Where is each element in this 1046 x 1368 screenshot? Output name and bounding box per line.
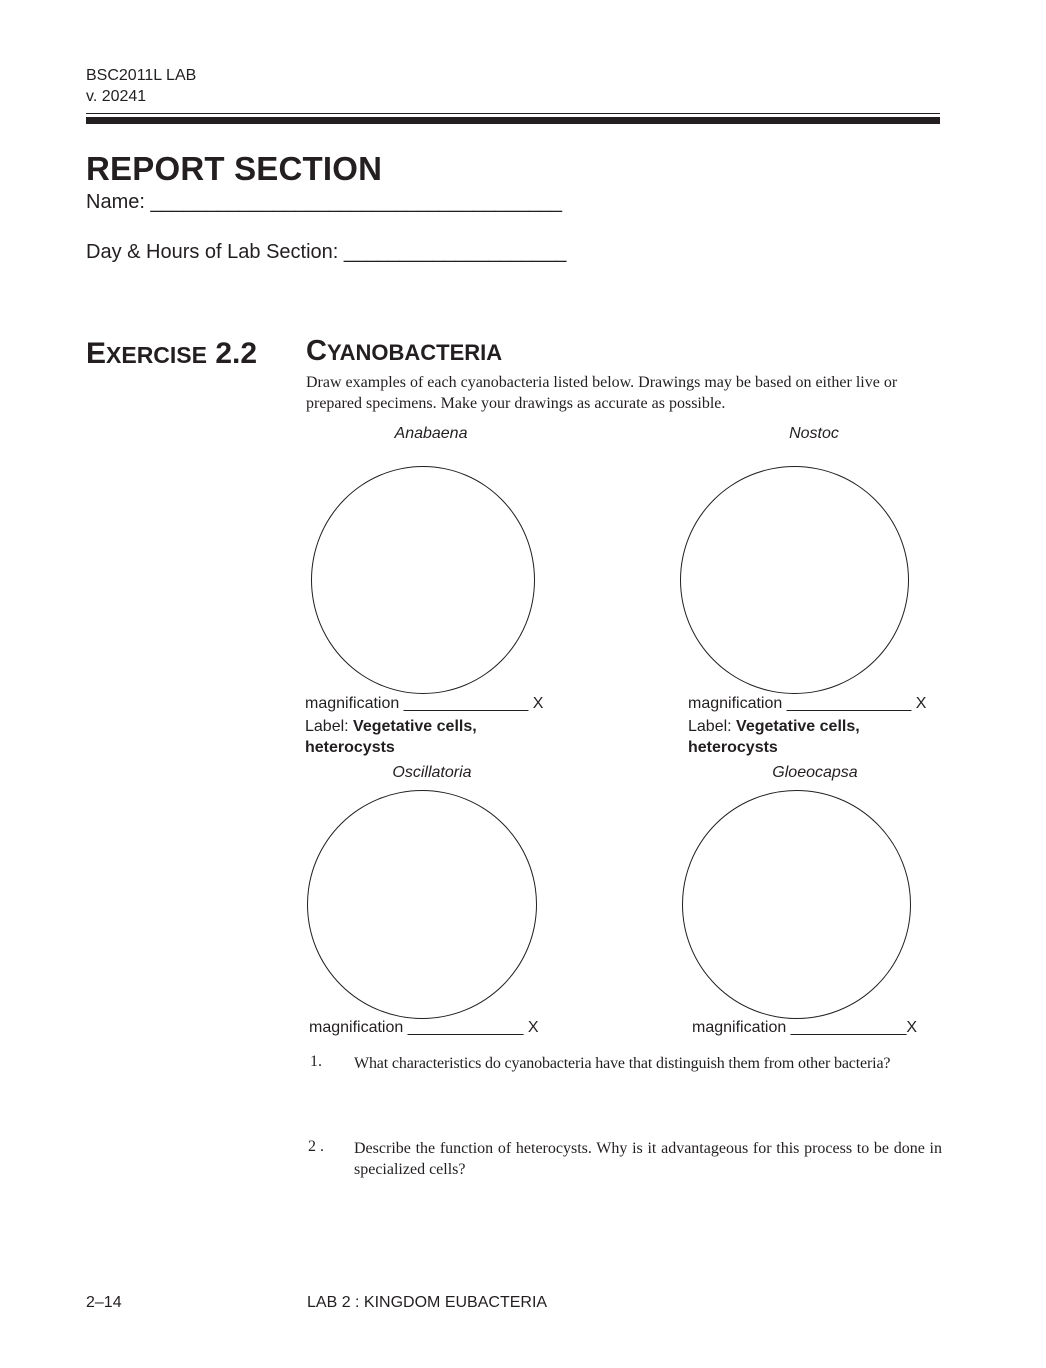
lab-section-field	[86, 241, 566, 264]
exercise-label: EXERCISE 2.2	[86, 337, 258, 370]
name-field	[86, 191, 562, 214]
magnification-field-anabaena: magnification ______________ X	[305, 695, 544, 712]
drawing-circle-gloeocapsa[interactable]	[682, 790, 911, 1019]
footer-lab-title: LAB 2 : KINGDOM EUBACTERIA	[307, 1294, 548, 1311]
drawing-circle-anabaena[interactable]	[311, 466, 535, 694]
section-title: CYANOBACTERIA	[306, 335, 503, 367]
page-title: REPORT SECTION	[86, 150, 383, 187]
course-code: BSC2011L LAB	[86, 67, 197, 84]
organism-name-nostoc: Nostoc	[789, 425, 839, 442]
magnification-field-oscillatoria: magnification _____________ X	[309, 1019, 539, 1036]
drawing-circle-oscillatoria[interactable]	[307, 790, 537, 1019]
name-label: Name:	[86, 191, 145, 213]
magnification-field-nostoc: magnification ______________ X	[688, 695, 927, 712]
drawing-circle-nostoc[interactable]	[680, 466, 909, 694]
organism-name-oscillatoria: Oscillatoria	[392, 764, 472, 781]
name-blank: _____________________________________	[150, 191, 563, 213]
question-1-text: What characteristics do cyanobacteria have that distinguish them from other bacteria?	[354, 1055, 891, 1072]
question-2-number: 2 .	[308, 1138, 324, 1155]
lab-section-label: Day & Hours of Lab Section:	[86, 241, 339, 263]
header-divider-thin	[86, 113, 940, 114]
version-label: v. 20241	[86, 88, 147, 105]
lab-section-blank: ____________________	[343, 241, 567, 263]
question-1-number: 1.	[310, 1053, 322, 1070]
organism-name-anabaena: Anabaena	[394, 425, 468, 442]
header-divider-thick	[86, 117, 940, 124]
magnification-field-gloeocapsa: magnification _____________X	[692, 1019, 918, 1036]
question-2-text: Describe the function of heterocysts. Why is it advantageous for this process to be done in specialized cells?	[354, 1140, 942, 1178]
organism-name-gloeocapsa: Gloeocapsa	[772, 764, 858, 781]
label-instruction-nostoc: Label: Vegetative cells, heterocysts	[688, 718, 860, 756]
label-instruction-anabaena: Label: Vegetative cells, heterocysts	[305, 718, 477, 756]
page-number: 2–14	[86, 1294, 122, 1311]
exercise-instructions: Draw examples of each cyanobacteria listed below. Drawings may be based on either live or prepared specimens. Make your drawings as accurate as possible.	[306, 374, 898, 412]
